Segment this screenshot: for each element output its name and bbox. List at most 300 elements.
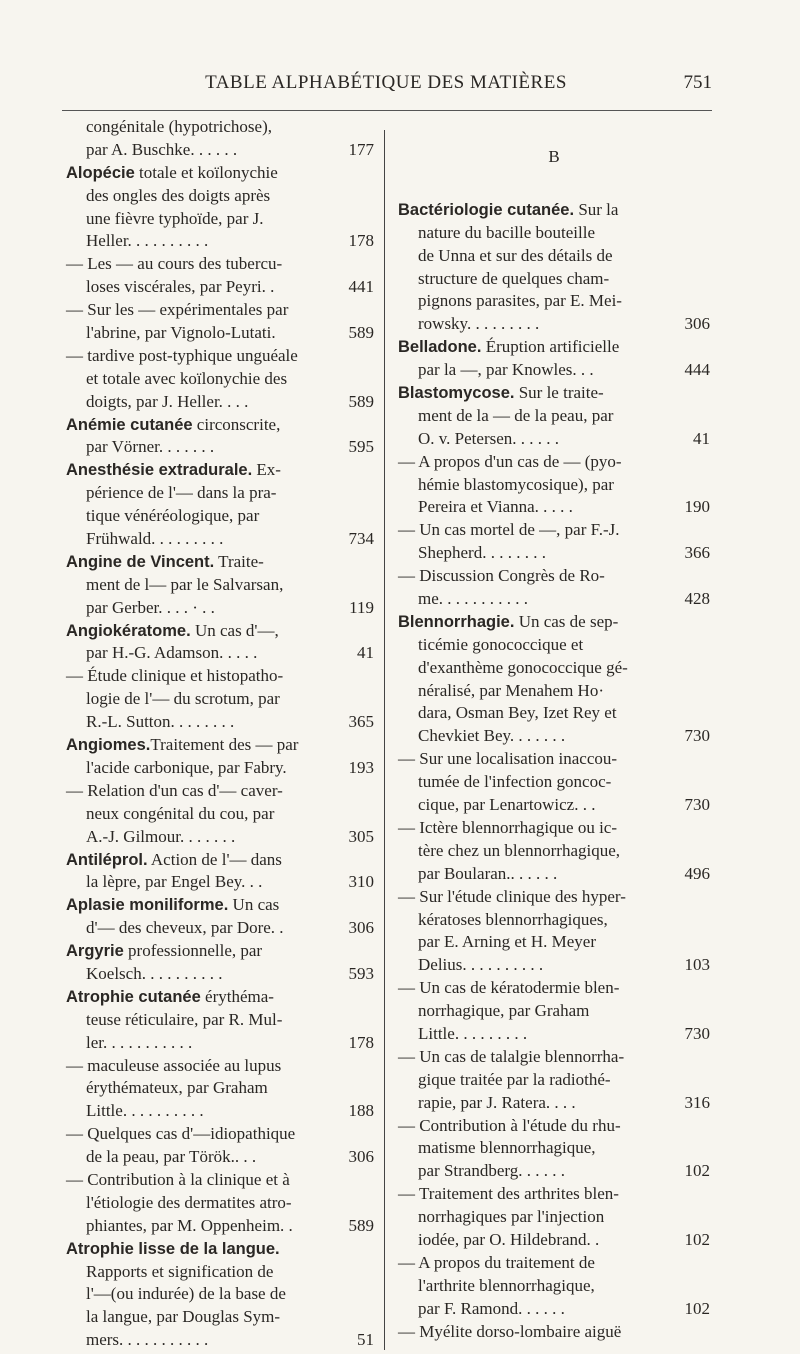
entry-text: — Sur l'étude clinique des hyper- [398,886,626,906]
entry-line [398,702,710,725]
entry-text: Heller. . . . . . . . . . [86,231,209,251]
index-entry [398,519,710,565]
entry-text: Pereira et Vianna. . . . . [418,497,573,517]
entry-heading: Angiokératome. [66,621,191,640]
entry-text: par Strandberg. . . . . . [418,1161,565,1181]
page-reference: 589 [348,323,374,343]
entry-text: — A propos du traitement de [398,1252,595,1272]
page-number: 751 [683,72,712,93]
page-reference: 178 [348,1032,374,1052]
entry-line [398,1206,710,1229]
entry-line [66,276,374,299]
entry-heading: Argyrie [66,942,124,961]
right-column [398,116,710,1343]
page-reference: 193 [348,757,374,777]
entry-text: Rapports et signification de [86,1261,274,1281]
entry-heading: Anesthésie extradurale. [66,461,253,480]
entry-text: — Sur une localisation inaccou- [398,749,618,769]
entry-text: Sur la [574,199,619,219]
entry-line [66,642,374,665]
column-divider [384,130,385,1350]
entry-line [66,1169,374,1192]
entry-line [398,1046,710,1069]
entry-text: par E. Arning et H. Meyer [418,932,596,952]
entry-line [398,680,710,703]
entry-text: Ex- [252,460,281,480]
entry-text: Little. . . . . . . . . [418,1023,528,1043]
page-reference: 366 [684,543,710,563]
page-reference: 188 [348,1101,374,1121]
index-entry [66,345,374,414]
entry-text: l'acide carbonique, par Fabry. [86,757,287,777]
entry-line [398,313,710,336]
entry-text: par Boularan.. . . . . . [418,863,558,883]
entry-text: neux congénital du cou, par [86,803,275,823]
entry-line [66,414,374,437]
entry-line [66,139,374,162]
entry-line [398,886,710,909]
index-entry [66,1238,374,1352]
entry-text: pignons parasites, par E. Mei- [418,291,622,311]
entry-line [398,222,710,245]
entry-line [398,290,710,313]
entry-line [66,757,374,780]
entry-text: cique, par Lenartowicz. . . [418,795,596,815]
index-entry [66,299,374,345]
index-entry [66,1123,374,1169]
entry-text: l'étiologie des dermatites atro- [86,1192,292,1212]
header-rule [62,110,712,111]
entry-heading: Alopécie [66,163,135,182]
entry-line [66,368,374,391]
entry-text: A.-J. Gilmour. . . . . . . [86,826,236,846]
index-entry [398,1321,710,1344]
entry-line [66,1261,374,1284]
index-entry [398,199,710,336]
entry-line [398,542,710,565]
index-entry [398,1183,710,1252]
entry-text: des ongles des doigts après [86,185,271,205]
entry-line [398,977,710,1000]
entry-text: ticémie gonococcique et [418,634,584,654]
page-reference: 306 [684,314,710,334]
entry-line [66,253,374,276]
entry-text: structure de quelques cham- [418,268,610,288]
entry-text: — Les — au cours des tubercu- [66,254,283,274]
entry-text: totale et koïlonychie [134,162,278,182]
page-reference: 316 [684,1092,710,1112]
entry-line [398,863,710,886]
entry-text: Un cas [228,895,280,915]
entry-line [66,391,374,414]
left-column [66,116,374,1352]
entry-heading: Atrophie cutanée [66,987,201,1006]
entry-text: ment de la — de la peau, par [418,405,614,425]
entry-line [398,588,710,611]
entry-text: teuse réticulaire, par R. Mul- [86,1009,283,1029]
entry-line [66,528,374,551]
entry-line [66,1009,374,1032]
entry-line [66,1306,374,1329]
page-reference: 730 [684,1023,710,1043]
entry-text: — tardive post-typhique unguéale [66,345,298,365]
entry-text: O. v. Petersen. . . . . . [418,428,560,448]
page-reference: 306 [348,918,374,938]
entry-text: rowsky. . . . . . . . . [418,314,540,334]
entry-text: — Un cas de talalgie blennorrha- [398,1046,625,1066]
entry-line [66,208,374,231]
entry-line [66,1329,374,1352]
page-reference: 730 [684,726,710,746]
entry-line [66,574,374,597]
entry-text: par F. Ramond. . . . . . [418,1298,565,1318]
page-reference: 41 [693,428,710,448]
index-entry [66,780,374,849]
entry-heading: Angiomes. [66,736,151,755]
entry-text: norrhagiques par l'injection [418,1207,605,1227]
index-entry [66,849,374,895]
entry-text: Action de l'— dans [147,849,282,869]
entry-line [66,299,374,322]
entry-text: Koelsch. . . . . . . . . . [86,963,223,983]
index-entry [398,817,710,886]
entry-heading: Bactériologie cutanée. [398,200,575,219]
entry-line [398,611,710,634]
index-entry [66,414,374,460]
entry-text: tère chez un blennorrhagique, [418,840,621,860]
entry-text: érythémateux, par Graham [86,1078,268,1098]
entry-heading: Anémie cutanée [66,415,193,434]
entry-line [66,505,374,528]
entry-text: par la —, par Knowles. . . [418,360,594,380]
entry-line [398,1115,710,1138]
index-entry [66,734,374,780]
letter-heading: B [548,147,560,166]
entry-line [66,1123,374,1146]
index-entry [66,116,374,162]
entry-line [398,817,710,840]
entry-line [398,565,710,588]
entry-text: loses viscérales, par Peyri. . [86,277,275,297]
entry-line [66,1146,374,1169]
index-entry [398,886,710,978]
entry-text: congénitale (hypotrichose), [86,117,272,136]
index-entry [398,382,710,451]
page-reference: 177 [348,139,374,159]
page-reference: 103 [684,955,710,975]
index-entry [66,620,374,666]
entry-line [398,748,710,771]
entry-text: — A propos d'un cas de — (pyo- [398,451,622,471]
index-entry [66,894,374,940]
entry-heading: Blastomycose. [398,384,515,403]
entry-line [66,322,374,345]
entry-text: nature du bacille bouteille [418,222,596,242]
entry-line [398,931,710,954]
entry-text: — Sur les — expérimentales par [66,300,289,320]
entry-line [398,428,710,451]
page-reference: 365 [348,712,374,732]
entry-line [66,1238,374,1261]
page-reference: 428 [684,589,710,609]
index-entry [66,665,374,734]
entry-text: Frühwald. . . . . . . . . [86,529,224,549]
page-reference: 190 [684,497,710,517]
page-reference: 178 [348,231,374,251]
page-reference: 51 [357,1330,374,1350]
entry-line [398,840,710,863]
index-entry [66,940,374,986]
entry-line [398,336,710,359]
entry-heading: Angine de Vincent. [66,552,215,571]
entry-text: Chevkiet Bey. . . . . . . [418,726,566,746]
entry-text: iodée, par O. Hildebrand. . [418,1229,600,1249]
entry-line [66,894,374,917]
entry-text: par H.-G. Adamson. . . . . [86,643,258,663]
entry-text: R.-L. Sutton. . . . . . . . [86,712,235,732]
entry-text: une fièvre typhoïde, par J. [86,208,264,228]
entry-text: — Ictère blennorrhagique ou ic- [398,817,618,837]
entry-text: l'abrine, par Vignolo-Lutati. [86,323,276,343]
entry-line [66,597,374,620]
entry-text: Traitement des — par [150,735,299,755]
entry-text: par Vörner. . . . . . . [86,437,215,457]
index-entry [66,162,374,254]
entry-text: Shepherd. . . . . . . . [418,543,546,563]
entry-line [398,1160,710,1183]
entry-text: et totale avec koïlonychie des [86,368,288,388]
index-entry [398,977,710,1046]
entry-text: — Discussion Congrès de Ro- [398,566,605,586]
entry-line [66,849,374,872]
entry-text: mers. . . . . . . . . . . [86,1330,209,1350]
entry-line [398,199,710,222]
index-entry [398,451,710,520]
entry-line [398,1023,710,1046]
entry-line [66,620,374,643]
entry-text: hémie blastomycosique), par [418,474,614,494]
entry-text: — Contribution à la clinique et à [66,1169,290,1189]
entry-text: d'exanthème gonococcique gé- [418,657,628,677]
entry-line [398,1298,710,1321]
entry-heading: Belladone. [398,338,482,357]
page-reference: 734 [348,529,374,549]
entry-line [398,359,710,382]
entry-text: norrhagique, par Graham [418,1001,590,1021]
entry-line [398,405,710,428]
entry-text: Delius. . . . . . . . . . [418,955,544,975]
entry-text: néralisé, par Menahem Ho· [418,680,604,700]
entry-heading: Blennorrhagie. [398,612,515,631]
entry-line [66,1032,374,1055]
entry-line [398,1252,710,1275]
entry-text: doigts, par J. Heller. . . . [86,391,249,411]
entry-line [398,496,710,519]
entry-line [398,1183,710,1206]
entry-line [66,162,374,185]
entry-line [66,986,374,1009]
entry-line [66,734,374,757]
entry-line [398,657,710,680]
entry-text: me. . . . . . . . . . . [418,589,529,609]
page-reference: 102 [684,1161,710,1181]
entry-text: — Étude clinique et histopatho- [66,666,284,686]
entry-text: — Myélite dorso-lombaire aiguë [398,1321,622,1341]
page-header [60,72,712,102]
entry-text: Little. . . . . . . . . . [86,1101,204,1121]
entry-text: — Quelques cas d'—idiopathique [66,1124,296,1144]
entry-line [66,459,374,482]
entry-text: de Unna et sur des détails de [418,245,613,265]
entry-text: — Contribution à l'étude du rhu- [398,1115,621,1135]
entry-line [66,963,374,986]
entry-text: matisme blennorrhagique, [418,1138,596,1158]
entry-line [398,771,710,794]
entry-line [66,1077,374,1100]
entry-line [398,909,710,932]
entry-text: Un cas de sep- [514,611,619,631]
index-entry [66,1169,374,1238]
entry-heading: Aplasie moniliforme. [66,896,229,915]
entry-line [398,1000,710,1023]
entry-text: périence de l'— dans la pra- [86,483,277,503]
entry-line [398,1229,710,1252]
page-reference: 306 [348,1147,374,1167]
index-entry [66,459,374,551]
index-entry [66,253,374,299]
page-reference: 595 [348,437,374,457]
page-reference: 102 [684,1229,710,1249]
entry-line [398,268,710,291]
entry-line [66,185,374,208]
page-reference: 310 [348,872,374,892]
entry-text: — Traitement des arthrites blen- [398,1184,619,1204]
entry-line [66,551,374,574]
entry-text: — Un cas mortel de —, par F.-J. [398,520,620,540]
entry-line [66,1100,374,1123]
entry-text: l'—(ou indurée) de la base de [86,1284,286,1304]
entry-text: Éruption artificielle [481,337,620,357]
entry-line [398,1275,710,1298]
page-reference: 589 [348,391,374,411]
entry-text: kératoses blennorrhagiques, [418,909,608,929]
entry-line [66,1055,374,1078]
index-entry [398,748,710,817]
entry-text: Un cas d'—, [190,620,279,640]
entry-line [398,245,710,268]
entry-line [66,917,374,940]
entry-text: phiantes, par M. Oppenheim. . [86,1215,293,1235]
entry-line [398,382,710,405]
index-entry [398,565,710,611]
entry-line [398,474,710,497]
page-reference: 102 [684,1298,710,1318]
entry-line [398,1092,710,1115]
entry-text: gique traitée par la radiothé- [418,1069,611,1089]
entry-text: l'arthrite blennorrhagique, [418,1275,595,1295]
entry-line [398,725,710,748]
entry-line [398,954,710,977]
entry-line [66,482,374,505]
page-reference: 444 [684,360,710,380]
entry-line [66,436,374,459]
entry-line [398,634,710,657]
index-entry [398,1046,710,1115]
entry-text: la langue, par Douglas Sym- [86,1307,281,1327]
entry-heading: Atrophie lisse de la langue. [66,1239,280,1258]
entry-line [66,780,374,803]
entry-line [66,1283,374,1306]
entry-text: — maculeuse associée au lupus [66,1055,282,1075]
entry-text: de la peau, par Török.. . . [86,1147,257,1167]
entry-text: Sur le traite- [514,383,604,403]
right-column-entries [398,199,710,1344]
entry-text: érythéma- [200,986,274,1006]
index-entry [398,1115,710,1184]
entry-line [66,826,374,849]
entry-text: tumée de l'infection goncoc- [418,772,612,792]
entry-text: ler. . . . . . . . . . . [86,1032,193,1052]
index-entry [398,611,710,748]
page-reference: 593 [348,963,374,983]
entry-line [66,345,374,368]
index-entry [398,336,710,382]
page-reference: 441 [348,277,374,297]
entry-text: dara, Osman Bey, Izet Rey et [418,703,617,723]
entry-line [66,688,374,711]
entry-text: rapie, par J. Ratera. . . . [418,1092,576,1112]
page-reference: 119 [349,597,374,617]
entry-line [66,711,374,734]
entry-line [66,803,374,826]
entry-line [66,1215,374,1238]
entry-text: tique vénéréologique, par [86,506,260,526]
entry-text: ment de l— par le Salvarsan, [86,574,284,594]
entry-line [66,1192,374,1215]
entry-line [398,1069,710,1092]
entry-text: Traite- [214,551,264,571]
page-reference: 305 [348,826,374,846]
entry-line [398,451,710,474]
entry-line [66,230,374,253]
entry-text: par A. Buschke. . . . . . [86,139,238,159]
entry-line [66,665,374,688]
index-entry [66,986,374,1055]
entry-line [398,794,710,817]
entry-line [66,940,374,963]
entry-text: logie de l'— du scrotum, par [86,689,280,709]
entry-text: par Gerber. . . . · . . [86,597,215,617]
entry-text: professionnelle, par [123,941,263,961]
entry-heading: Antiléprol. [66,850,148,869]
entry-line [398,1137,710,1160]
entry-line [398,1321,710,1344]
page-title: TABLE ALPHABÉTIQUE DES MATIÈRES [205,72,567,93]
entry-line [66,116,374,139]
index-entry [66,551,374,620]
page-reference: 496 [684,863,710,883]
entry-line [66,871,374,894]
index-entry [66,1055,374,1124]
page-reference: 41 [357,643,374,663]
entry-line [398,519,710,542]
entry-text: la lèpre, par Engel Bey. . . [86,872,263,892]
page-reference: 589 [348,1215,374,1235]
index-entry [398,1252,710,1321]
entry-text: — Relation d'un cas d'— caver- [66,780,283,800]
entry-text: circonscrite, [192,414,281,434]
page-reference: 730 [684,795,710,815]
